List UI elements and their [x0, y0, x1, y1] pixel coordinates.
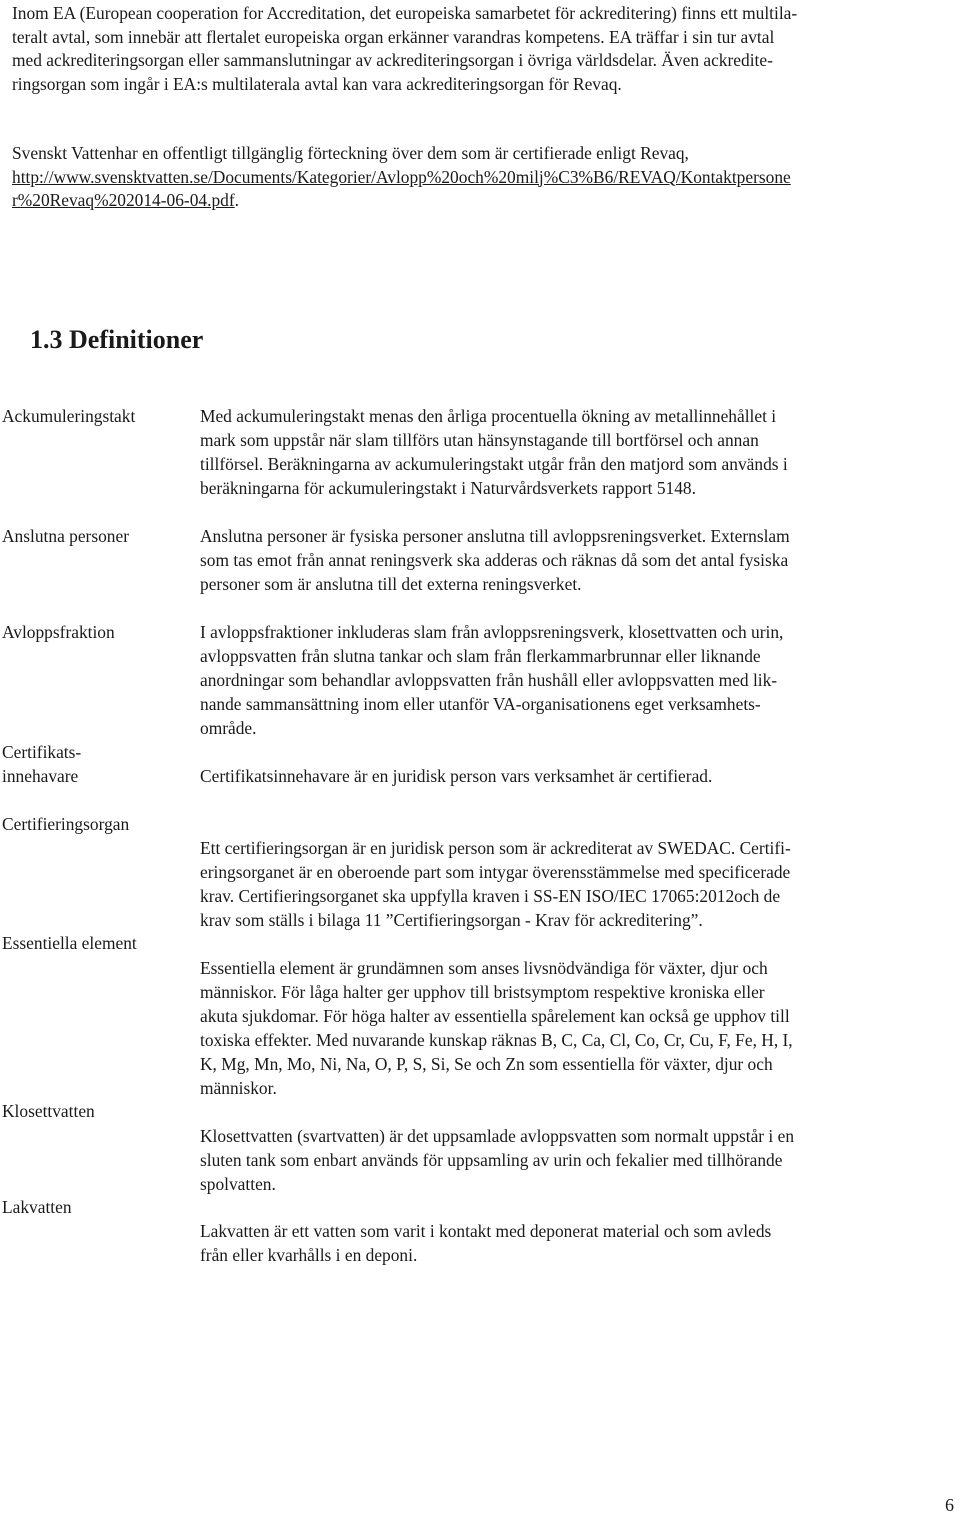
- definition-line: som tas emot från annat reningsverk ska adderas och räknas då som det antal fysiska: [200, 550, 789, 570]
- section-heading: 1.3 Definitioner: [30, 325, 204, 354]
- definition-line: Lakvatten är ett vatten som varit i kontakt med deponerat material och som avleds: [200, 1221, 772, 1241]
- intro-paragraph-svenskt-vatten: [12, 142, 952, 213]
- definition-line: nande sammansättning inom eller utanför VA-organisationens eget verksamhets-: [200, 694, 761, 714]
- definition-ackumuleringstakt: [200, 404, 940, 500]
- definition-line: I avloppsfraktioner inkluderas slam från avloppsreningsverk, klosettvatten och urin,: [200, 622, 784, 642]
- term-klosettvatten: Klosettvatten: [2, 1101, 95, 1121]
- revaq-list-link[interactable]: http://www.svensktvatten.se/Documents/Kategorier/Avlopp%20och%20milj%C3%B6/REVAQ/Kontaktpersone: [12, 166, 791, 187]
- definition-line: Ett certifieringsorgan är en juridisk person som är ackrediterat av SWEDAC. Certifi-: [200, 838, 791, 858]
- text-line: teralt avtal, som innebär att flertalet europeiska organ erkänner varandras kompetens. EA träffar i sin tur avtal: [12, 26, 775, 47]
- definition-line: spolvatten.: [200, 1174, 276, 1194]
- definition-line: akuta sjukdomar. För höga halter av essentiella spårelement kan också ge upphov till: [200, 1006, 790, 1026]
- definition-line: Anslutna personer är fysiska personer anslutna till avloppsreningsverket. Externslam: [200, 526, 790, 546]
- text-line: med ackrediteringsorgan eller sammanslutningar av ackrediteringsorgan i övriga världsdelar. Även ackredite-: [12, 50, 773, 71]
- definition-certifieringsorgan: [200, 836, 940, 932]
- definition-line: människor. För låga halter ger upphov till bristsymptom respektive kroniska eller: [200, 982, 765, 1002]
- text-line: ringsorgan som ingår i EA:s multilaterala avtal kan vara ackrediteringsorgan för Revaq.: [12, 73, 622, 94]
- definition-line: eringsorganet är en oberoende part som intygar överensstämmelse med specificerade: [200, 862, 791, 882]
- term-line: innehavare: [2, 766, 79, 786]
- definition-line: område.: [200, 718, 257, 738]
- term-ackumuleringstakt: Ackumuleringstakt: [2, 406, 136, 426]
- definition-line: sluten tank som enbart används för uppsamling av urin och fekalier med tillhörande: [200, 1150, 783, 1170]
- definition-line: beräkningarna för ackumuleringstakt i Naturvårdsverkets rapport 5148.: [200, 478, 696, 498]
- term-anslutna-personer: Anslutna personer: [2, 526, 130, 546]
- definition-line: K, Mg, Mn, Mo, Ni, Na, O, P, S, Si, Se och Zn som essentiella för växter, djur och: [200, 1054, 773, 1074]
- definition-klosettvatten: [200, 1124, 940, 1196]
- text-line: Svenskt Vattenhar en offentligt tillgänglig förteckning över dem som är certifierade enligt Revaq,: [12, 143, 689, 163]
- definition-avloppsfraktion: [200, 620, 940, 740]
- definition-line: avloppsvatten från slutna tankar och slam från flerkammarbrunnar eller liknande: [200, 646, 761, 666]
- definition-anslutna-personer: [200, 524, 940, 596]
- definition-line: krav. Certifieringsorganet ska uppfylla kraven i SS-EN ISO/IEC 17065:2012och de: [200, 886, 781, 906]
- definition-line: personer som är anslutna till det externa reningsverket.: [200, 574, 582, 594]
- definition-line: Essentiella element är grundämnen som anses livsnödvändiga för växter, djur och: [200, 958, 768, 978]
- definition-line: människor.: [200, 1078, 277, 1098]
- term-line: Certifikats-: [2, 742, 82, 762]
- term-lakvatten: Lakvatten: [2, 1197, 72, 1217]
- definition-line: Med ackumuleringstakt menas den årliga procentuella ökning av metallinnehållet i: [200, 406, 777, 426]
- definition-essentiella-element: [200, 956, 940, 1100]
- definition-line: från eller kvarhålls i en deponi.: [200, 1245, 418, 1265]
- period: .: [234, 190, 240, 211]
- term-certifieringsorgan: Certifieringsorgan: [2, 814, 130, 834]
- revaq-list-link-cont[interactable]: r%20Revaq%202014-06-04.pdf: [12, 190, 235, 211]
- definition-line: Klosettvatten (svartvatten) är det uppsamlade avloppsvatten som normalt uppstår i en: [200, 1126, 795, 1146]
- definition-line: Certifikatsinnehavare är en juridisk person vars verksamhet är certifierad.: [200, 766, 713, 786]
- definition-lakvatten: [200, 1219, 940, 1267]
- definition-line: krav som ställs i bilaga 11 ”Certifieringsorgan - Krav för ackreditering”.: [200, 910, 703, 930]
- definition-certifikatsinnehavare: [200, 764, 940, 788]
- term-avloppsfraktion: Avloppsfraktion: [2, 622, 115, 642]
- definition-line: tillförsel. Beräkningarna av ackumuleringstakt utgår från den matjord som används i: [200, 454, 788, 474]
- definition-line: mark som uppstår när slam tillförs utan hänsynstagande till bortförsel och annan: [200, 430, 759, 450]
- definition-line: anordningar som behandlar avloppsvatten från hushåll eller avloppsvatten med lik-: [200, 670, 778, 690]
- definition-line: toxiska effekter. Med nuvarande kunskap räknas B, C, Ca, Cl, Co, Cr, Cu, F, Fe, H, I,: [200, 1030, 793, 1050]
- term-essentiella-element: Essentiella element: [2, 933, 137, 953]
- term-certifikatsinnehavare: [2, 740, 187, 788]
- intro-paragraph-ea: [12, 2, 952, 96]
- revaq-link-line[interactable]: [12, 166, 952, 190]
- page-number: 6: [945, 1495, 954, 1515]
- revaq-link-line[interactable]: [12, 189, 952, 213]
- text-line: Inom EA (European cooperation for Accreditation, det europeiska samarbetet för ackreditering) finns ett multila-: [12, 3, 798, 23]
